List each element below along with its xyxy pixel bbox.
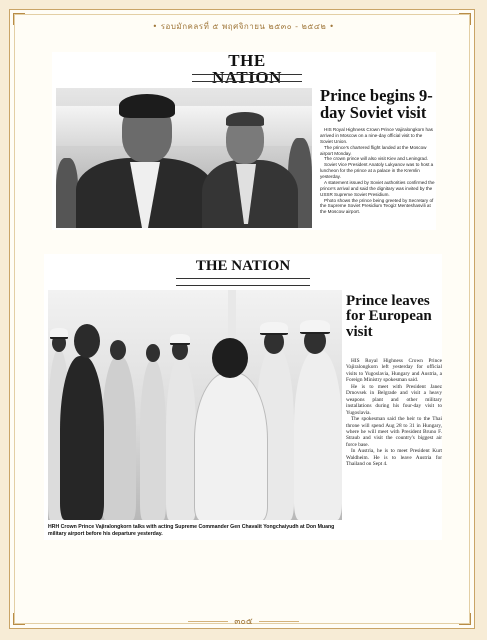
officer-figure — [102, 356, 136, 520]
background-figure — [56, 158, 78, 228]
article-paragraph: A statement issued by Soviet authorities confirmed the prince's arrival and said the dignitary was invited by the USSR Supreme Soviet Presidium. — [320, 179, 435, 197]
prince-hair — [119, 94, 175, 118]
article-body — [320, 127, 436, 215]
article-paragraph: HIS Royal Highness Crown Prince Vajiralongkorn has arrived in Moscow on a nine-day official visit to the Soviet Union. — [320, 127, 433, 144]
article-paragraph: He is to meet with President Janez Drnovsek in Belgrade and visit a heavy weapons plant and other military installations during his four-day visit to Yugoslavia. — [346, 383, 442, 416]
prince-figure — [60, 356, 104, 520]
article-paragraph: The prince's chartered flight landed at the Moscow airport Monday. — [320, 144, 427, 156]
photo-caption: HRH Crown Prince Vajiralongkorn talks with acting Supreme Commander Gen Chavalit Yongchaiyudh at Don Muang military airport before his departure yesterday. — [48, 524, 335, 537]
peaked-cap — [260, 322, 288, 335]
newspaper-masthead: THE NATION — [195, 258, 291, 274]
general-head — [212, 338, 248, 378]
official-hair — [226, 112, 264, 126]
page-number-text: ๓๐๕ — [234, 617, 253, 627]
article-paragraph: Photo shows the prince being greeted by Secretary of the Supreme Soviet Presidium Teogiz Menteshasvili at the Moscow airport. — [320, 197, 434, 215]
dateline-rule — [176, 278, 310, 286]
divider — [259, 621, 299, 622]
page-number — [0, 614, 487, 628]
article-headline: Prince leaves for European visit — [346, 293, 432, 340]
officer-figure — [166, 358, 196, 520]
article-paragraph: HIS Royal Highness Crown Prince Vajiralongkorn left yesterday for official visits to Yugoslavia, Hungary and Austria, a Foreign Ministry spokesman said. — [346, 358, 442, 384]
news-photo-military-airport — [48, 290, 342, 520]
peaked-cap — [300, 320, 330, 334]
article-headline: Prince begins 9-day Soviet visit — [320, 86, 433, 122]
officer-figure — [294, 350, 342, 520]
masthead-rule — [192, 68, 302, 72]
article-paragraph: Soviet Vice President Anatoly Lukyanov was to host a luncheon for the prince at a palace in the Kremlin yesterday. — [320, 162, 434, 179]
officer-head — [110, 340, 126, 360]
article-paragraph: In Austria, he is to meet President Kurt Waldheim. He is to leave Austria for Thailand on Sept 4. — [346, 448, 442, 468]
officer-figure — [140, 360, 166, 520]
divider — [188, 621, 228, 622]
officer-head — [146, 344, 160, 362]
dateline-rule — [192, 74, 302, 82]
peaked-cap — [170, 334, 190, 345]
article-paragraph: The spokesman said the heir to the Thai throne will spend Aug 28 to 31 in Hungary, where he will meet with President Bruno F. Straub and visit the country's biggest air force base. — [346, 416, 442, 448]
article-body — [346, 358, 442, 468]
masthead-rule — [194, 273, 292, 277]
page-header: • รอบมักคลรที่ ๕ พฤศจิกายน ๒๕๓๐ - ๒๕๔๒ • — [152, 22, 335, 31]
prince-head — [74, 324, 100, 358]
newspaper-clipping-soviet-visit — [52, 52, 436, 230]
news-photo-airport-greeting — [56, 88, 312, 228]
newspaper-masthead: THE NATION — [212, 51, 282, 87]
article-paragraph: The crown prince will also visit Kiev and Leningrad. — [324, 156, 428, 162]
peaked-cap — [50, 328, 68, 339]
aircraft-wing — [56, 106, 312, 146]
newspaper-clipping-european-visit — [44, 254, 442, 540]
general-figure — [194, 372, 268, 520]
